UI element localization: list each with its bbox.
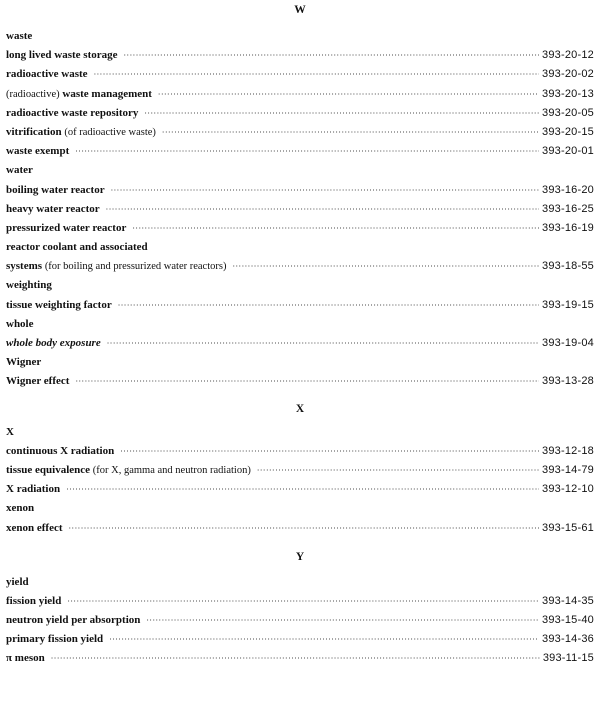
entry-term-group	[6, 123, 156, 142]
head-word: yield	[6, 575, 29, 588]
dot-leader	[106, 200, 539, 219]
dot-leader	[107, 334, 539, 353]
entry-term: heavy water reactor	[6, 202, 100, 215]
index-entry	[6, 649, 594, 668]
entry-term: neutron yield per absorption	[6, 614, 141, 627]
head-word: xenon	[6, 502, 35, 515]
section-y	[6, 538, 594, 669]
index-entry	[6, 611, 594, 630]
dot-leader	[67, 592, 539, 611]
entry-code: 393-20-13	[542, 87, 594, 100]
index-entry	[6, 257, 594, 276]
section-x	[6, 392, 594, 538]
entry-term-continued: reactor coolant and associated	[6, 241, 148, 254]
index-entry	[6, 65, 594, 84]
dot-leader	[232, 257, 539, 276]
entry-code: 393-20-05	[542, 106, 594, 119]
entry-term: long lived waste storage	[6, 49, 118, 62]
entry-term-group	[6, 257, 226, 276]
entry-term-group	[6, 461, 251, 480]
dot-leader	[66, 480, 539, 499]
index-entry	[6, 442, 594, 461]
dot-leader	[69, 519, 540, 538]
entry-term: Wigner effect	[6, 375, 70, 388]
dot-leader	[51, 649, 540, 668]
entry-term: tissue weighting factor	[6, 298, 112, 311]
dot-leader	[109, 630, 539, 649]
entry-qualifier: (for boiling and pressurized water reactors)	[44, 261, 227, 273]
dot-leader	[146, 611, 539, 630]
dot-leader	[257, 461, 539, 480]
entry-code: 393-15-40	[542, 614, 594, 627]
dot-leader	[118, 296, 539, 315]
index-entry	[6, 123, 594, 142]
entry-code: 393-19-15	[542, 298, 594, 311]
entry-term-group	[6, 85, 152, 104]
entry-term: π meson	[6, 652, 45, 665]
entry-code: 393-19-04	[542, 337, 594, 349]
entry-code: 393-12-10	[542, 483, 594, 496]
entry-code: 393-13-28	[542, 375, 594, 388]
index-entry	[6, 480, 594, 499]
entry-code: 393-16-20	[542, 183, 594, 196]
entry-code: 393-16-25	[542, 202, 594, 215]
entry-code: 393-14-35	[542, 594, 594, 607]
entry-qualifier: (of radioactive waste)	[64, 126, 156, 138]
dot-leader	[120, 442, 539, 461]
index-entry	[6, 181, 594, 200]
section-letter-x: X	[295, 402, 305, 415]
dot-leader	[111, 181, 539, 200]
index-entry	[6, 519, 594, 538]
index-entry	[6, 592, 594, 611]
entry-code: 393-20-02	[542, 68, 594, 81]
entry-qualifier: (for X, gamma and neutron radiation)	[92, 464, 251, 476]
entry-term: xenon effect	[6, 521, 63, 534]
entry-term: systems	[6, 260, 43, 273]
entry-code: 393-14-36	[542, 633, 594, 646]
dot-leader	[94, 65, 539, 84]
entry-term: fission yield	[6, 594, 62, 607]
index-entry	[6, 46, 594, 65]
entry-term: tissue equivalence	[6, 463, 91, 476]
entry-code: 393-20-15	[542, 125, 594, 138]
dot-leader	[124, 46, 540, 65]
index-entry	[6, 630, 594, 649]
head-word: weighting	[6, 279, 52, 292]
section-letter-y: Y	[295, 550, 305, 563]
entry-term: primary fission yield	[6, 633, 104, 646]
entry-qualifier: (radioactive)	[6, 88, 60, 100]
entry-term: X radiation	[6, 483, 61, 496]
entry-code: 393-12-18	[542, 444, 594, 457]
entry-code: 393-15-61	[542, 521, 594, 534]
dot-leader	[144, 104, 539, 123]
section-w	[6, 0, 594, 392]
index-entry	[6, 142, 594, 161]
head-word: whole	[6, 317, 34, 330]
dot-leader	[75, 142, 539, 161]
entry-term: pressurized water reactor	[6, 221, 127, 234]
entry-term: radioactive waste repository	[6, 106, 139, 119]
index-entry	[6, 334, 594, 353]
head-word: waste	[6, 30, 33, 42]
dot-leader	[75, 372, 539, 391]
section-letter-w: W	[294, 4, 306, 16]
index-entry	[6, 200, 594, 219]
entry-code: 393-18-55	[542, 260, 594, 273]
dot-leader	[162, 123, 539, 142]
entry-code: 393-16-19	[542, 221, 594, 234]
index-entry	[6, 219, 594, 238]
entry-term: radioactive waste	[6, 68, 88, 81]
dot-leader	[132, 219, 539, 238]
entry-term: vitrification	[6, 125, 62, 138]
index-entry	[6, 296, 594, 315]
index-entry	[6, 461, 594, 480]
entry-term: waste exempt	[6, 145, 70, 158]
entry-code: 393-20-01	[542, 145, 594, 158]
head-word: X	[6, 425, 14, 438]
entry-code: 393-14-79	[542, 463, 594, 476]
entry-term: waste management	[62, 87, 152, 100]
index-entry	[6, 85, 594, 104]
index-entry	[6, 104, 594, 123]
entry-term: continuous X radiation	[6, 444, 115, 457]
dot-leader	[158, 85, 539, 104]
index-entry	[6, 372, 594, 391]
head-word: water	[6, 164, 33, 177]
head-word: Wigner	[6, 356, 42, 369]
entry-code: 393-11-15	[542, 652, 594, 665]
entry-term: boiling water reactor	[6, 183, 105, 196]
entry-term: whole body exposure	[6, 337, 101, 349]
entry-code: 393-20-12	[542, 49, 594, 62]
